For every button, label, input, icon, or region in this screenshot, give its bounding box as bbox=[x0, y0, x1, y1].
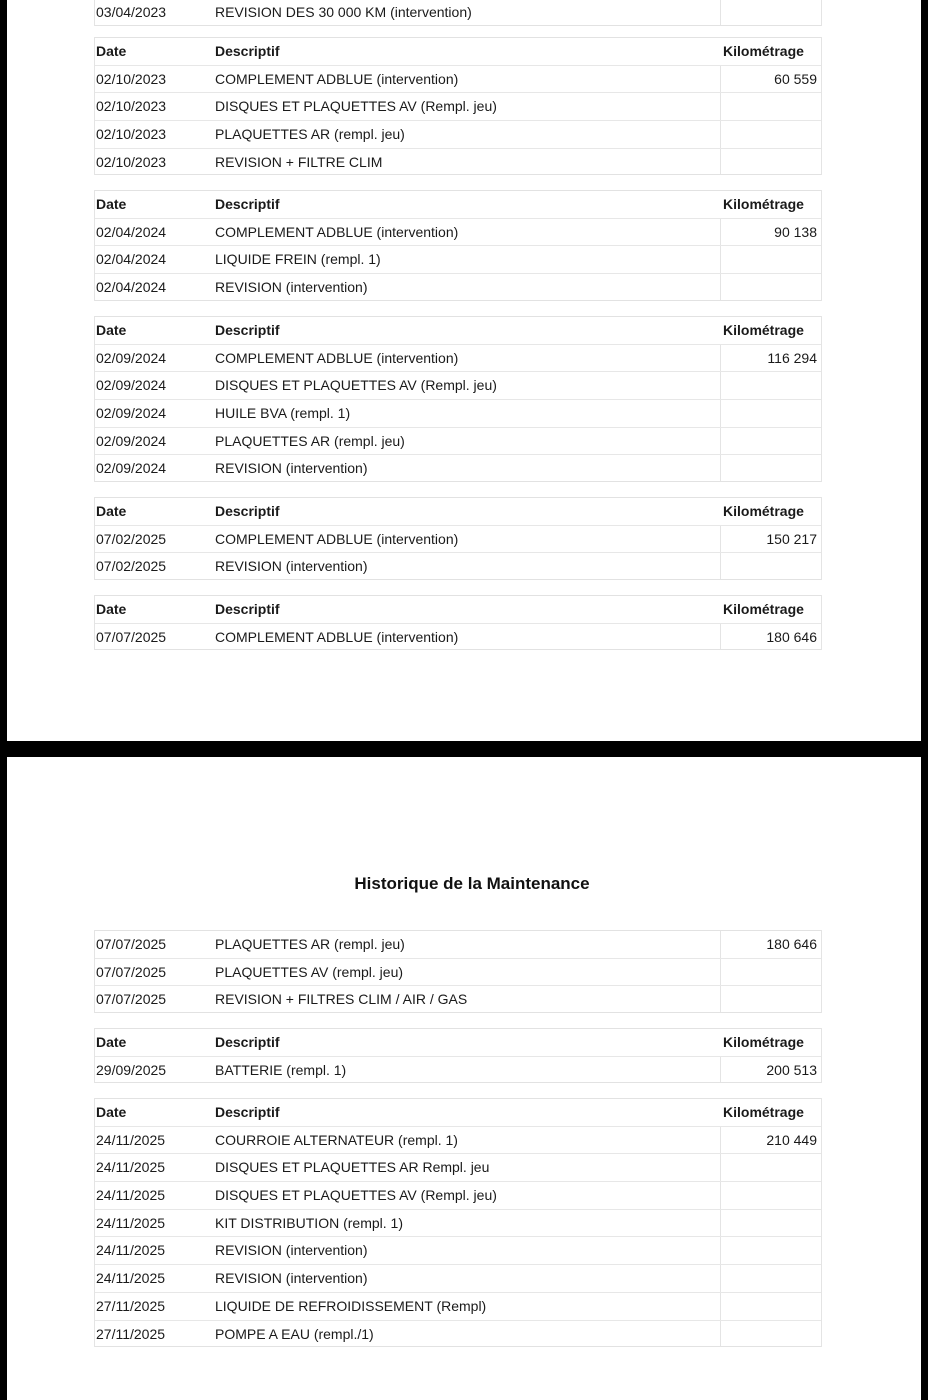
column-header-kilometrage: Kilométrage bbox=[723, 196, 804, 212]
maintenance-table bbox=[94, 316, 822, 482]
kilometrage-cell bbox=[720, 1154, 818, 1181]
table-row bbox=[95, 623, 821, 651]
maintenance-table bbox=[94, 37, 822, 175]
descriptif-cell: REVISION (intervention) bbox=[215, 279, 368, 296]
descriptif-cell: REVISION + FILTRES CLIM / AIR / GAS bbox=[215, 991, 468, 1008]
kilometrage-value: 210 449 bbox=[766, 1131, 817, 1148]
kilometrage-cell bbox=[720, 1265, 818, 1292]
kilometrage-cell bbox=[720, 1127, 818, 1154]
maintenance-table bbox=[94, 0, 822, 26]
descriptif-cell: PLAQUETTES AV (rempl. jeu) bbox=[215, 963, 404, 980]
date-cell: 02/09/2024 bbox=[96, 377, 167, 394]
kilometrage-value: 116 294 bbox=[767, 349, 817, 366]
descriptif-cell: KIT DISTRIBUTION (rempl. 1) bbox=[215, 1214, 403, 1231]
maintenance-table bbox=[94, 595, 822, 650]
date-cell: 07/07/2025 bbox=[96, 936, 167, 952]
column-header-date: Date bbox=[96, 503, 127, 519]
date-cell: 02/09/2024 bbox=[96, 405, 167, 422]
date-cell: 24/11/2025 bbox=[96, 1159, 166, 1176]
date-cell: 02/09/2024 bbox=[96, 349, 167, 366]
column-header-descriptif: Descriptif bbox=[215, 1104, 280, 1120]
descriptif-cell: POMPE A EAU (rempl./1) bbox=[215, 1325, 374, 1342]
descriptif-cell: COMPLEMENT ADBLUE (intervention) bbox=[215, 349, 459, 366]
date-cell: 02/04/2024 bbox=[96, 251, 167, 268]
kilometrage-cell bbox=[720, 345, 818, 372]
column-header-kilometrage: Kilométrage bbox=[723, 1104, 804, 1120]
kilometrage-cell bbox=[720, 624, 818, 650]
kilometrage-value: 150 217 bbox=[766, 530, 817, 547]
descriptif-cell: COURROIE ALTERNATEUR (rempl. 1) bbox=[215, 1131, 458, 1148]
kilometrage-cell bbox=[720, 428, 818, 455]
descriptif-cell: DISQUES ET PLAQUETTES AV (Rempl. jeu) bbox=[215, 1187, 497, 1204]
table-header-row bbox=[95, 497, 821, 525]
kilometrage-cell bbox=[720, 274, 818, 300]
kilometrage-cell bbox=[720, 372, 818, 399]
table-row bbox=[95, 218, 821, 246]
descriptif-cell: PLAQUETTES AR (rempl. jeu) bbox=[215, 936, 405, 952]
table-row bbox=[95, 371, 821, 399]
descriptif-cell: LIQUIDE DE REFROIDISSEMENT (Rempl) bbox=[215, 1297, 487, 1314]
column-header-kilometrage: Kilométrage bbox=[723, 322, 804, 338]
date-cell: 24/11/2025 bbox=[96, 1270, 166, 1287]
date-cell: 27/11/2025 bbox=[96, 1297, 166, 1314]
kilometrage-cell bbox=[720, 149, 818, 175]
column-header-kilometrage: Kilométrage bbox=[723, 503, 804, 519]
table-row bbox=[95, 245, 821, 273]
column-header-date: Date bbox=[96, 196, 127, 212]
date-cell: 02/04/2024 bbox=[96, 279, 167, 296]
date-cell: 27/11/2025 bbox=[96, 1325, 166, 1342]
document-page-1 bbox=[7, 0, 921, 741]
descriptif-cell: HUILE BVA (rempl. 1) bbox=[215, 405, 351, 422]
date-cell: 02/10/2023 bbox=[96, 153, 167, 170]
kilometrage-cell bbox=[720, 526, 818, 553]
descriptif-cell: DISQUES ET PLAQUETTES AV (Rempl. jeu) bbox=[215, 98, 497, 115]
descriptif-cell: REVISION (intervention) bbox=[215, 1270, 368, 1287]
date-cell: 03/04/2023 bbox=[96, 4, 167, 20]
table-row bbox=[95, 399, 821, 427]
table-row bbox=[95, 1181, 821, 1209]
table-row bbox=[95, 427, 821, 455]
date-cell: 02/10/2023 bbox=[96, 70, 167, 87]
date-cell: 02/10/2023 bbox=[96, 126, 167, 143]
date-cell: 07/02/2025 bbox=[96, 530, 167, 547]
table-header-row bbox=[95, 190, 821, 218]
column-header-descriptif: Descriptif bbox=[215, 196, 280, 212]
table-row bbox=[95, 1153, 821, 1181]
maintenance-table bbox=[94, 930, 822, 1013]
kilometrage-cell bbox=[720, 66, 818, 93]
descriptif-cell: PLAQUETTES AR (rempl. jeu) bbox=[215, 126, 405, 143]
kilometrage-value: 180 646 bbox=[766, 936, 817, 952]
column-header-descriptif: Descriptif bbox=[215, 43, 280, 59]
kilometrage-cell bbox=[720, 931, 818, 958]
column-header-descriptif: Descriptif bbox=[215, 601, 280, 617]
date-cell: 07/07/2025 bbox=[96, 991, 167, 1008]
kilometrage-cell bbox=[720, 1321, 818, 1347]
table-header-row bbox=[95, 316, 821, 344]
table-row bbox=[95, 65, 821, 93]
kilometrage-cell bbox=[720, 93, 818, 120]
descriptif-cell: COMPLEMENT ADBLUE (intervention) bbox=[215, 70, 459, 87]
kilometrage-value: 200 513 bbox=[766, 1061, 817, 1078]
kilometrage-cell bbox=[720, 121, 818, 148]
kilometrage-cell bbox=[720, 1182, 818, 1209]
date-cell: 02/09/2024 bbox=[96, 432, 167, 449]
descriptif-cell: DISQUES ET PLAQUETTES AV (Rempl. jeu) bbox=[215, 377, 497, 394]
kilometrage-cell bbox=[720, 246, 818, 273]
table-header-row bbox=[95, 37, 821, 65]
maintenance-table bbox=[94, 1028, 822, 1083]
descriptif-cell: COMPLEMENT ADBLUE (intervention) bbox=[215, 628, 459, 645]
column-header-date: Date bbox=[96, 322, 127, 338]
date-cell: 07/07/2025 bbox=[96, 963, 167, 980]
column-header-date: Date bbox=[96, 43, 127, 59]
table-row bbox=[95, 930, 821, 958]
kilometrage-cell bbox=[720, 400, 818, 427]
kilometrage-cell bbox=[720, 986, 818, 1012]
document-page-2 bbox=[7, 757, 921, 1400]
descriptif-cell: DISQUES ET PLAQUETTES AR Rempl. jeu bbox=[215, 1159, 490, 1176]
kilometrage-cell bbox=[720, 455, 818, 481]
table-row bbox=[95, 1056, 821, 1084]
table-header-row bbox=[95, 1028, 821, 1056]
kilometrage-cell bbox=[720, 959, 818, 986]
page-title: Historique de la Maintenance bbox=[354, 874, 590, 893]
table-row bbox=[95, 1236, 821, 1264]
date-cell: 07/07/2025 bbox=[96, 628, 167, 645]
date-cell: 02/09/2024 bbox=[96, 460, 167, 477]
kilometrage-cell bbox=[720, 1293, 818, 1320]
date-cell: 24/11/2025 bbox=[96, 1214, 166, 1231]
kilometrage-cell bbox=[720, 1210, 818, 1237]
table-row bbox=[95, 92, 821, 120]
descriptif-cell: COMPLEMENT ADBLUE (intervention) bbox=[215, 530, 459, 547]
descriptif-cell: PLAQUETTES AR (rempl. jeu) bbox=[215, 432, 405, 449]
descriptif-cell: REVISION (intervention) bbox=[215, 1242, 368, 1259]
table-row bbox=[95, 985, 821, 1013]
kilometrage-cell bbox=[720, 553, 818, 579]
table-row bbox=[95, 525, 821, 553]
maintenance-table bbox=[94, 190, 822, 301]
date-cell: 29/09/2025 bbox=[96, 1061, 167, 1078]
column-header-date: Date bbox=[96, 1104, 127, 1120]
descriptif-cell: REVISION DES 30 000 KM (intervention) bbox=[215, 4, 472, 20]
date-cell: 02/04/2024 bbox=[96, 223, 167, 240]
table-row bbox=[95, 120, 821, 148]
descriptif-cell: REVISION + FILTRE CLIM bbox=[215, 153, 383, 170]
table-header-row bbox=[95, 595, 821, 623]
column-header-descriptif: Descriptif bbox=[215, 503, 280, 519]
column-header-date: Date bbox=[96, 601, 127, 617]
column-header-kilometrage: Kilométrage bbox=[723, 1034, 804, 1050]
table-row bbox=[95, 1320, 821, 1348]
kilometrage-value: 60 559 bbox=[774, 70, 817, 87]
table-row bbox=[95, 148, 821, 176]
table-row bbox=[95, 273, 821, 301]
column-header-kilometrage: Kilométrage bbox=[723, 601, 804, 617]
table-header-row bbox=[95, 1098, 821, 1126]
table-row bbox=[95, 454, 821, 482]
date-cell: 24/11/2025 bbox=[96, 1242, 166, 1259]
table-row bbox=[95, 1209, 821, 1237]
column-header-kilometrage: Kilométrage bbox=[723, 43, 804, 59]
table-row bbox=[95, 958, 821, 986]
column-header-descriptif: Descriptif bbox=[215, 1034, 280, 1050]
descriptif-cell: LIQUIDE FREIN (rempl. 1) bbox=[215, 251, 381, 268]
date-cell: 24/11/2025 bbox=[96, 1187, 166, 1204]
descriptif-cell: REVISION (intervention) bbox=[215, 558, 368, 575]
table-row bbox=[95, 1292, 821, 1320]
date-cell: 07/02/2025 bbox=[96, 558, 167, 575]
table-row bbox=[95, 552, 821, 580]
descriptif-cell: BATTERIE (rempl. 1) bbox=[215, 1061, 347, 1078]
table-row bbox=[95, 1264, 821, 1292]
kilometrage-cell bbox=[720, 219, 818, 246]
kilometrage-cell bbox=[720, 0, 818, 25]
column-header-descriptif: Descriptif bbox=[215, 322, 280, 338]
kilometrage-value: 180 646 bbox=[766, 628, 817, 645]
table-row bbox=[95, 1126, 821, 1154]
date-cell: 02/10/2023 bbox=[96, 98, 167, 115]
kilometrage-cell bbox=[720, 1237, 818, 1264]
kilometrage-cell bbox=[720, 1057, 818, 1083]
maintenance-table bbox=[94, 497, 822, 580]
maintenance-table bbox=[94, 1098, 822, 1347]
date-cell: 24/11/2025 bbox=[96, 1131, 166, 1148]
table-row bbox=[95, 0, 821, 26]
table-row bbox=[95, 344, 821, 372]
kilometrage-value: 90 138 bbox=[774, 223, 817, 240]
descriptif-cell: REVISION (intervention) bbox=[215, 460, 368, 477]
column-header-date: Date bbox=[96, 1034, 127, 1050]
descriptif-cell: COMPLEMENT ADBLUE (intervention) bbox=[215, 223, 459, 240]
